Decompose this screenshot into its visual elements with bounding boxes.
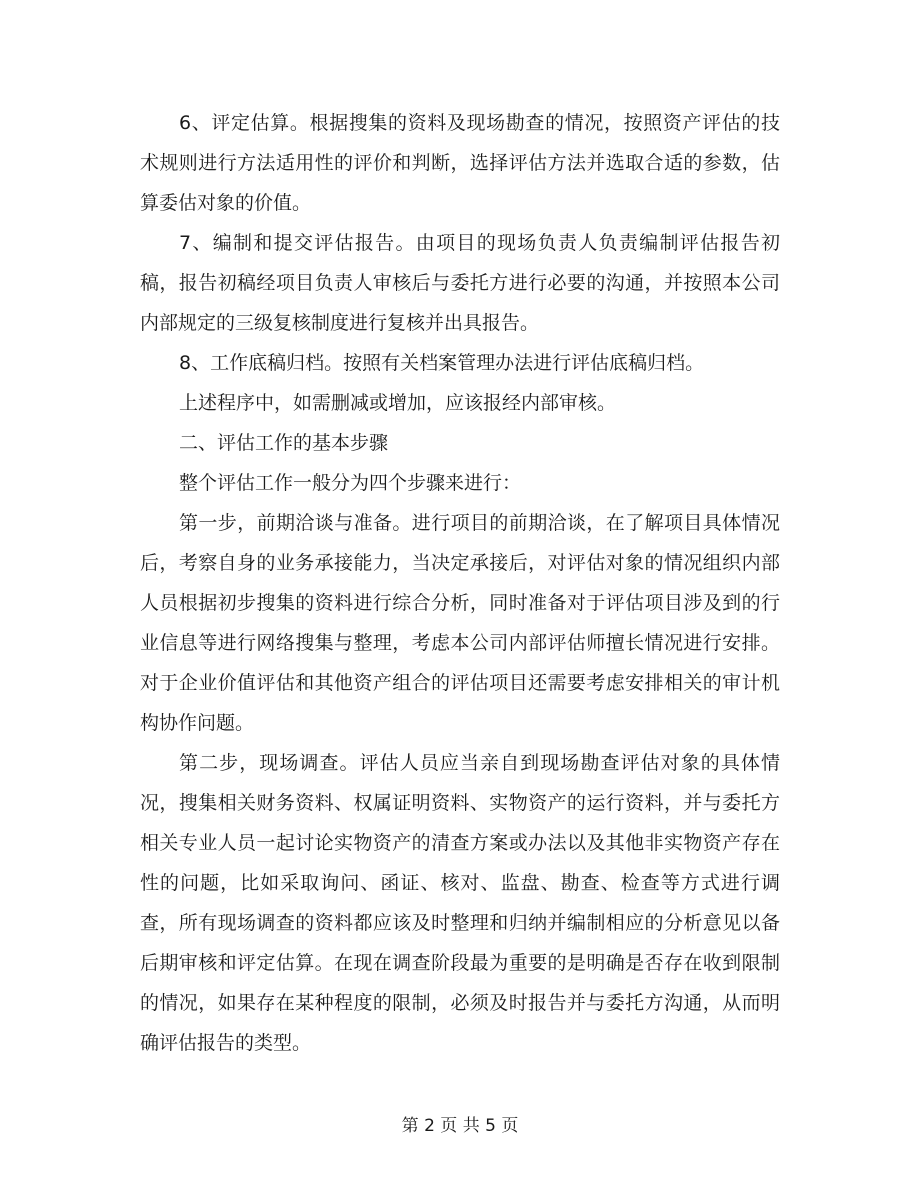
document-body xyxy=(140,103,780,1063)
section-heading-basic-steps: 二、评估工作的基本步骤 xyxy=(179,432,389,454)
paragraph-four-steps-intro: 整个评估工作一般分为四个步骤来进行： xyxy=(179,472,522,494)
paragraph-second-step: 第二步，现场调查。评估人员应当亲自到现场勘查评估对象的具体情况，搜集相关财务资料、权属证明资料、实物资产的运行资料，并与委托方相关专业人员一起讨论实物资产的清查方案或办法以及其他非实物资产存在性的问题，比如采取询问、函证、核对、监盘、勘查、检查等方式进行调查，所有现场调查的资料都应该及时整理和归纳并编制相应的分析意见以备后期审核和评定估算。在现在调查阶段最为重要的是明确是否存在收到限制的情况，如果存在某种程度的限制，必须及时报告并与委托方沟通，从而明确评估报告的类型。 xyxy=(140,752,780,1054)
paragraph-first-step: 第一步，前期洽谈与准备。进行项目的前期洽谈，在了解项目具体情况后，考察自身的业务承接能力，当决定承接后，对评估对象的情况组织内部人员根据初步搜集的资料进行综合分析，同时准备对于评估项目涉及到的行业信息等进行网络搜集与整理，考虑本公司内部评估师擅长情况进行安排。对于企业价值评估和其他资产组合的评估项目还需要考虑安排相关的审计机构协作问题。 xyxy=(140,512,780,734)
page-number-footer: 第 2 页 共 5 页 xyxy=(401,1116,519,1136)
paragraph-step-8: 8、工作底稿归档。按照有关档案管理办法进行评估底稿归档。 xyxy=(179,352,705,374)
paragraph-step-7: 7、编制和提交评估报告。由项目的现场负责人负责编制评估报告初稿，报告初稿经项目负责人审核后与委托方进行必要的沟通，并按照本公司内部规定的三级复核制度进行复核并出具报告。 xyxy=(140,232,780,334)
paragraph-procedure-note: 上述程序中，如需删减或增加，应该报经内部审核。 xyxy=(179,392,617,414)
paragraph-step-6: 6、评定估算。根据搜集的资料及现场勘查的情况，按照资产评估的技术规则进行方法适用性的评价和判断，选择评估方法并选取合适的参数，估算委估对象的价值。 xyxy=(140,112,780,214)
